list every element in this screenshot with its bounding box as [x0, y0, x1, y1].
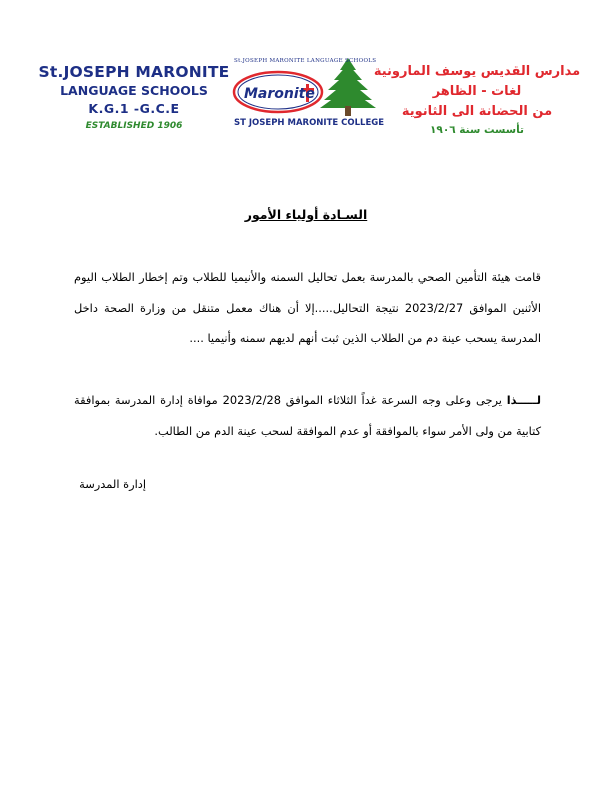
letter-paragraph-1: قامت هيئة التأمين الصحي بالمدرسة بعمل تحاليل السمنه والأنيميا للطلاب وتم إخطار الطلاب اليوم الأثنين الموافق 2023/2/27 نتيجة التحاليل.....إلا أن هناك معمل متنقل من وزارة الصحة داخل المدرسة يسحب عينة دم من الطلاب الذين ثبت أنهم لديهم سمنه وأنيميا .... — [74, 270, 541, 345]
school-name-ar: مدارس القديس يوسف المارونية — [373, 64, 581, 79]
logo-arc-text: St.JOSEPH MARONITE LANGUAGE SCHOOLS — [234, 58, 377, 64]
school-levels-ar: من الحضانة الى الثانوية — [401, 104, 553, 119]
letterhead — [0, 56, 612, 136]
paragraph-2-body: يرجى وعلى وجه السرعة غداً الثلاثاء الموافق 2023/2/28 موافاة إدارة المدرسة بموافقة كتابية من ولى الأمر سواء بالموافقة أو عدم الموافقة لسحب عينة الدم من الطالب. — [74, 393, 541, 438]
school-name-en: St.JOSEPH MARONITE — [38, 63, 230, 81]
established-en: ESTABLISHED 1906 — [85, 121, 183, 131]
paragraph-2-lead: لـــــذا — [506, 393, 541, 407]
established-ar: تأسست سنة ١٩٠٦ — [430, 124, 524, 136]
letter-title: السـادة أولياء الأمور — [244, 207, 368, 222]
arabic-school-name — [372, 62, 582, 138]
logo-college-name: ST JOSEPH MARONITE COLLEGE — [234, 118, 385, 128]
school-logo — [228, 56, 385, 136]
logo-word: Maronite — [244, 86, 315, 102]
school-type-en: LANGUAGE SCHOOLS — [60, 83, 208, 98]
english-school-name — [34, 62, 234, 134]
school-levels-en: K.G.1 -G.C.E — [88, 101, 180, 116]
letter-paragraph-2 — [74, 385, 541, 446]
school-type-ar: لغات - الظاهر — [432, 84, 522, 99]
letter-signature: إدارة المدرسة — [79, 477, 146, 491]
